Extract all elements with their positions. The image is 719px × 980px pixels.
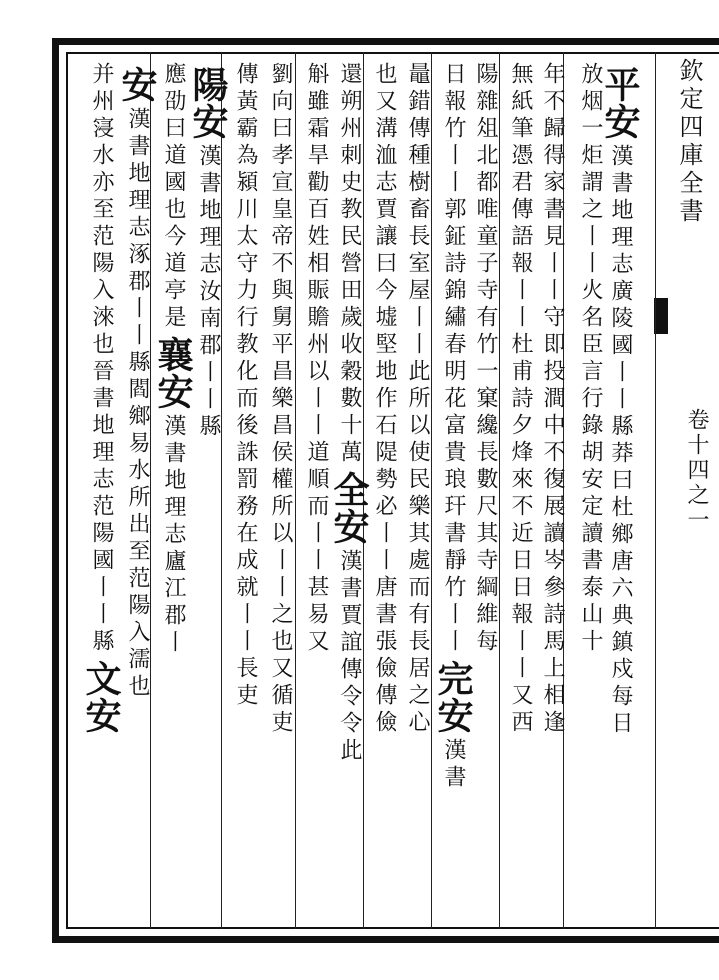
column-head: 陽安 [187,66,229,140]
text-column: 陽雜俎北都唯童子寺有竹一窠纔長數尺其寺綱維每 [473,62,498,656]
volume-label: 卷十四之一 [684,408,709,533]
text-column: 劉向曰孝宣皇帝不與舅平昌樂昌侯權所以丨丨之也又循吏 [268,62,293,737]
fish-tail-mark [654,298,668,334]
text-column: 放烟一炬謂之丨丨火名臣言行錄胡安定讀書泰山十 [578,62,603,656]
column-head: 文安 [80,660,122,734]
text-column: 并州寖水亦至范陽入淶也晉書地理志范陽國丨丨縣文安 [80,62,122,734]
column-head: 全安 [328,471,370,545]
text-column: 鼂錯傳種樹畜長室屋丨丨此所以使民樂其處而有長居之心 [405,62,430,737]
text-column: 安漢書地理志涿郡丨丨縣閻鄉易水所出至范陽入濡也 [116,66,158,701]
text-column: 陽安漢書地理志汝南郡丨丨縣 [187,66,229,441]
column-head: 完安 [432,660,474,734]
column-head: 襄安 [152,336,194,410]
text-column: 日報竹丨丨郭鉦詩錦繡春明花富貴琅玕書靜竹丨丨完安漢書 [432,62,474,792]
text-column: 無紙筆憑君傳語報丨丨杜甫詩夕烽來不近日日報丨丨又西 [508,62,533,737]
column-head: 平安 [599,66,641,140]
text-column: 斛雖霜旱勸百姓相賑贍州以丨丨道順而丨丨甚易又 [304,62,329,656]
column-head: 安 [116,66,158,103]
column-rule [655,52,656,929]
text-column: 平安漢書地理志廣陵國丨丨縣莽曰杜鄉唐六典鎮戍每日 [599,66,641,738]
text-column: 傳黃霸為潁川太守力行教化而後誅罰務在成就丨丨長吏 [233,62,258,710]
banner-title: 欽定四庫全書 [675,58,703,226]
text-column: 應劭曰道國也今道亭是襄安漢書地理志廬江郡丨 [152,62,194,657]
text-column: 還朔州刺史教民營田歲收穀數十萬全安漢書賈誼傳令令此 [328,62,370,765]
text-column: 年不歸得家書見丨丨守即投澗中不復展讀岑參詩馬上相逢 [540,62,565,737]
text-column: 也又溝洫志賈讓曰今墟堅地作石隄勢必丨丨唐書張儉傳儉 [372,62,397,737]
